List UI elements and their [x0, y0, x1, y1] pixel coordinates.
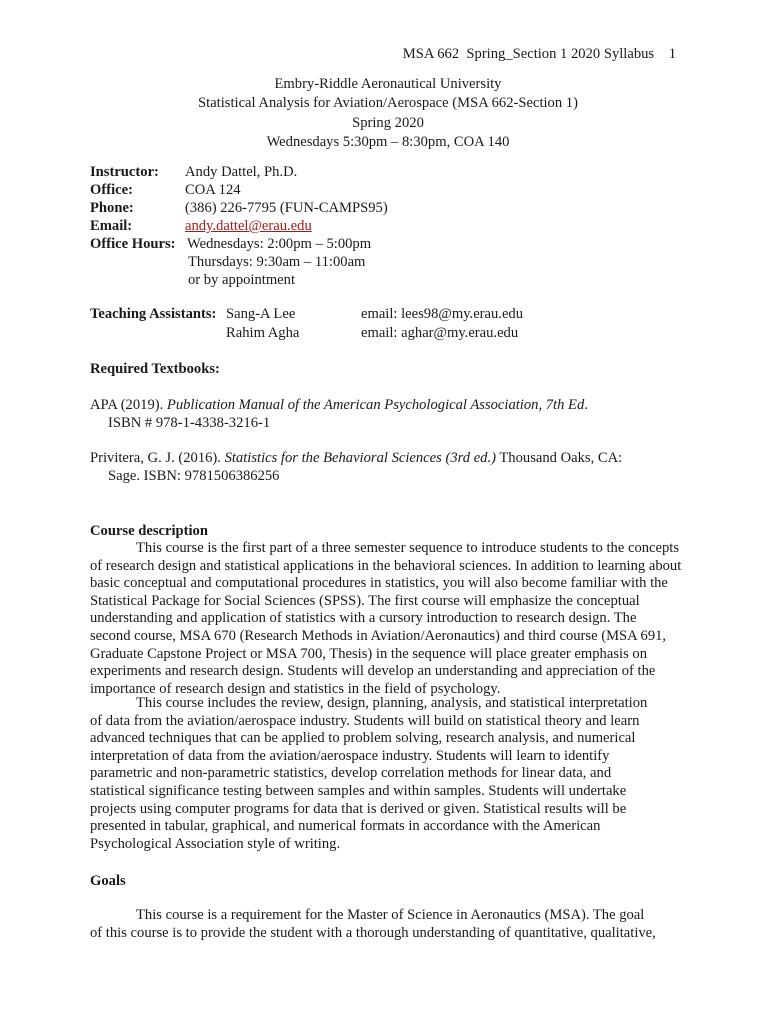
- university-name: Embry-Riddle Aeronautical University: [274, 76, 502, 92]
- paragraph-line: projects using computer programs for data that is derived or given. Statistical results will be: [90, 800, 627, 817]
- paragraph-line: Psychological Association style of writing.: [90, 835, 341, 852]
- instructor-email-link[interactable]: andy.dattel@erau.edu: [185, 218, 312, 234]
- ta-email: email: lees98@my.erau.edu: [361, 306, 524, 322]
- title-block: [90, 75, 686, 153]
- running-header: [403, 46, 676, 64]
- paragraph-line: experiments and research design. Students will develop an understanding and appreciation of the: [90, 663, 656, 680]
- paragraph-line: presented in tabular, graphical, and numerical formats in accordance with the American: [90, 818, 601, 835]
- paragraph-line: of this course is to provide the student with a thorough understanding of quantitative, qualitative,: [90, 924, 656, 941]
- textbooks-heading: Required Textbooks:: [90, 361, 220, 377]
- privitera-author: Privitera, G. J. (2016).: [90, 450, 225, 466]
- ta-name: Sang-A Lee: [226, 306, 296, 322]
- course-description-heading: Course description: [90, 523, 208, 539]
- goals-heading: Goals: [90, 873, 126, 889]
- office-hours-1: Wednesdays: 2:00pm – 5:00pm: [187, 236, 372, 252]
- paragraph-line: second course, MSA 670 (Research Methods in Aviation/Aeronautics) and third course (MSA 691,: [90, 627, 667, 644]
- ta-email: email: aghar@my.erau.edu: [361, 325, 519, 341]
- paragraph-line: This course is the first part of a three semester sequence to introduce students to the concepts: [136, 540, 680, 556]
- phone-label: Phone:: [90, 200, 134, 216]
- term: Spring 2020: [352, 114, 424, 131]
- instructor-name: Andy Dattel, Ph.D.: [185, 164, 298, 180]
- textbook-apa: [90, 397, 700, 432]
- paragraph-line: understanding and application of statistics with a cursory introduction to research design. The: [90, 610, 637, 627]
- textbook-privitera: [90, 450, 700, 485]
- paragraph-line: basic conceptual and computational procedures in statistics, you will also become familiar with the: [90, 575, 668, 592]
- paragraph-line: importance of research design and statistics in the field of psychology.: [90, 680, 501, 697]
- paragraph-line: of research design and statistical applications in the behavioral sciences. In addition to learning about: [90, 557, 682, 574]
- paragraph-line: Graduate Capstone Project or MSA 700, Thesis) in the sequence will place greater emphasis on: [90, 645, 647, 662]
- apa-end: .: [584, 397, 588, 413]
- office-label: Office:: [90, 182, 133, 198]
- phone-value: (386) 226-7795 (FUN-CAMPS95): [185, 200, 388, 216]
- email-label: Email:: [90, 218, 133, 234]
- office-hours-2: Thursdays: 9:30am – 11:00am: [188, 254, 366, 270]
- paragraph-line: This course is a requirement for the Master of Science in Aeronautics (MSA). The goal: [136, 907, 645, 923]
- paragraph-line: This course includes the review, design, planning, analysis, and statistical interpretation: [136, 695, 648, 711]
- course-description-para-2: [90, 695, 680, 853]
- apa-title: Publication Manual of the American Psychological Association, 7th Ed: [166, 397, 585, 413]
- office-value: COA 124: [185, 182, 241, 198]
- goals-paragraph: [90, 907, 680, 942]
- instructor-label: Instructor:: [90, 164, 159, 180]
- course-title: Statistical Analysis for Aviation/Aerospace (MSA 662-Section 1): [198, 95, 578, 112]
- paragraph-line: interpretation of data from the aviation/aerospace industry. Students will learn to identify: [90, 747, 610, 764]
- office-hours-3: or by appointment: [188, 272, 296, 288]
- running-head: MSA 662 Spring_Section 1 2020 Syllabus: [402, 46, 655, 62]
- apa-isbn: ISBN # 978-1-4338-3216-1: [108, 414, 271, 431]
- paragraph-line: of data from the aviation/aerospace industry. Students will build on statistical theory and learn: [90, 712, 640, 729]
- privitera-title: Statistics for the Behavioral Sciences (3rd ed.): [224, 450, 496, 466]
- apa-author: APA (2019).: [90, 397, 167, 413]
- paragraph-line: parametric and non-parametric statistics, develop correlation methods for linear data, and: [90, 765, 612, 782]
- ta-name: Rahim Agha: [226, 325, 300, 341]
- schedule: Wednesdays 5:30pm – 8:30pm, COA 140: [266, 134, 510, 151]
- page-number: 1: [668, 46, 676, 62]
- office-hours-label: Office Hours:: [90, 236, 176, 252]
- paragraph-line: Statistical Package for Social Sciences (SPSS). The first course will emphasize the conceptual: [90, 592, 640, 609]
- paragraph-line: advanced techniques that can be applied to problem solving, research analysis, and numerical: [90, 730, 636, 747]
- ta-label: Teaching Assistants:: [90, 306, 217, 322]
- paragraph-line: statistical significance testing between samples and within samples. Students will undertake: [90, 782, 627, 799]
- privitera-end: Thousand Oaks, CA:: [496, 450, 623, 466]
- privitera-isbn: Sage. ISBN: 9781506386256: [108, 467, 280, 484]
- course-description-para-1: [90, 540, 680, 698]
